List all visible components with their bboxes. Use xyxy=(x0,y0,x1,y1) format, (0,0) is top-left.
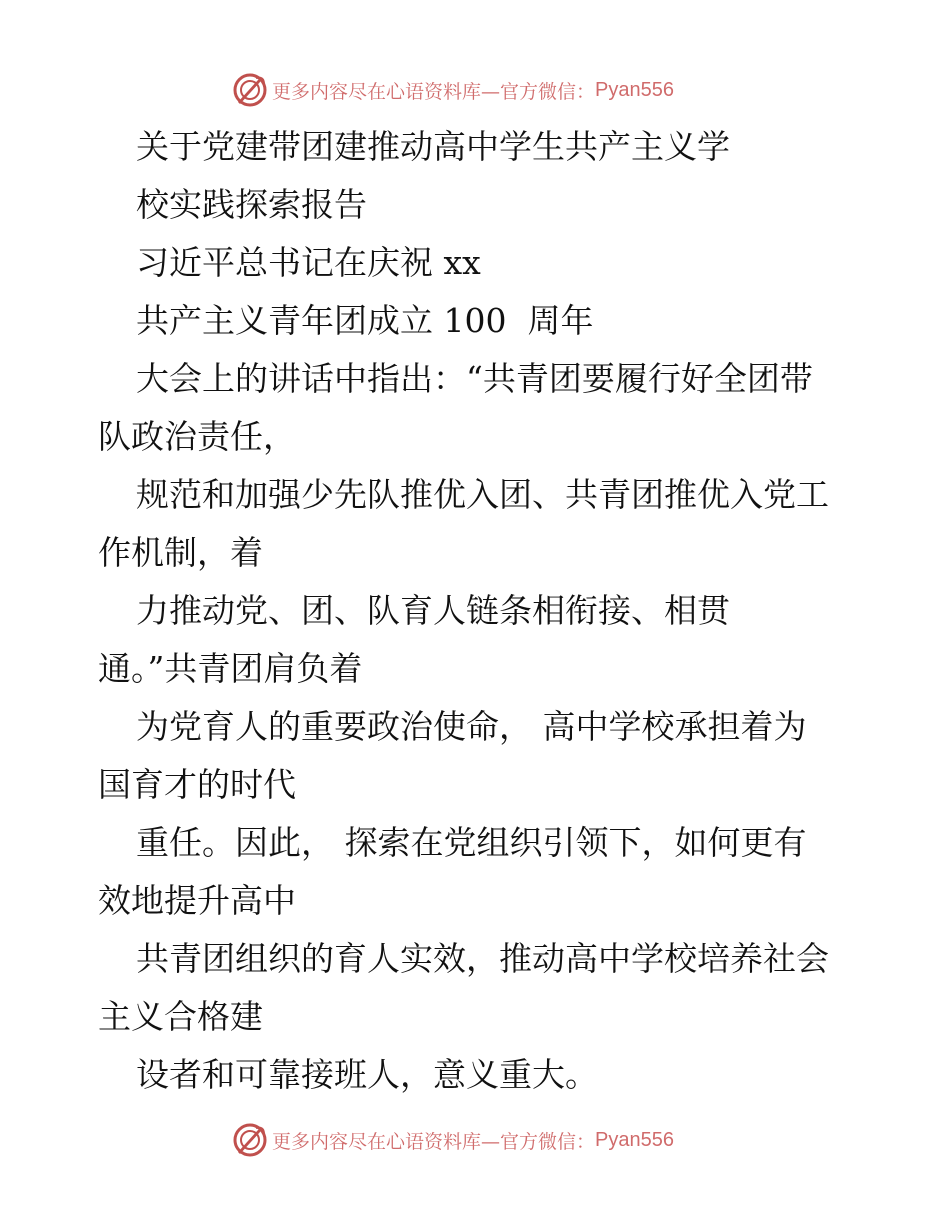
doc-line: 大会上的讲话中指出：“共青团要履行好全团带 xyxy=(136,359,813,398)
doc-line: 共青团组织的育人实效，推动高中学校培养社会 xyxy=(136,939,829,978)
header-banner xyxy=(232,70,752,110)
footer-banner-id: Pyan556 xyxy=(595,1128,674,1151)
doc-line: 为党育人的重要政治使命， 高中学校承担着为 xyxy=(136,707,807,746)
header-banner-id: Pyan556 xyxy=(595,78,674,101)
doc-line: 关于党建带团建推动高中学生共产主义学 xyxy=(136,127,730,166)
quill-pen-logo-icon xyxy=(232,72,268,108)
doc-line: 共产主义青年团成立 100 周年 xyxy=(136,301,594,340)
doc-line: 规范和加强少先队推优入团、共青团推优入党工 xyxy=(136,475,829,514)
header-banner-text: 更多内容尽在心语资料库—官方微信： xyxy=(272,80,596,103)
doc-line: 习近平总书记在庆祝 xx xyxy=(136,243,481,282)
doc-line: 主义合格建 xyxy=(98,997,263,1036)
doc-line: 力推动党、团、队育人链条相衔接、相贯 xyxy=(136,591,730,630)
doc-line: 通。”共青团肩负着 xyxy=(98,649,363,688)
doc-line: 国育才的时代 xyxy=(98,765,296,804)
quill-pen-logo-icon xyxy=(232,1122,268,1158)
doc-line: 效地提升高中 xyxy=(98,881,296,920)
document-body xyxy=(98,118,868,1104)
doc-line: 队政治责任， xyxy=(98,417,296,456)
doc-line: 校实践探索报告 xyxy=(136,185,367,224)
doc-line: 作机制，着 xyxy=(98,533,263,572)
doc-line: 设者和可靠接班人，意义重大。 xyxy=(136,1055,598,1094)
footer-banner-text: 更多内容尽在心语资料库—官方微信： xyxy=(272,1130,596,1153)
doc-line: 重任。因此， 探索在党组织引领下，如何更有 xyxy=(136,823,807,862)
footer-banner xyxy=(232,1120,752,1160)
